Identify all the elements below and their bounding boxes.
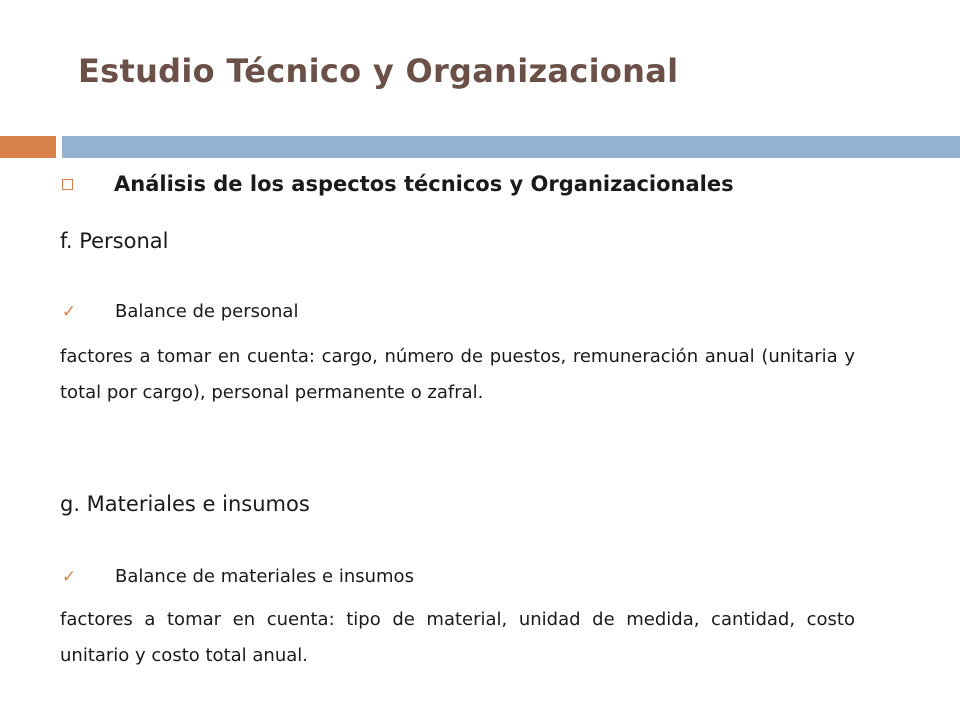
section-paragraph-materiales: factores a tomar en cuenta: tipo de material, unidad de medida, cantidad, costo unitario y costo total anual. bbox=[60, 609, 855, 666]
title-underline-bar bbox=[62, 136, 960, 158]
section-heading-personal: f. Personal bbox=[60, 229, 169, 253]
check-item-text: Balance de materiales e insumos bbox=[115, 566, 414, 587]
main-bullet-text: Análisis de los aspectos técnicos y Organizacionales bbox=[114, 172, 734, 196]
checkmark-icon: ✓ bbox=[61, 566, 77, 587]
check-item-personal bbox=[60, 301, 298, 322]
check-item-text: Balance de personal bbox=[115, 301, 299, 322]
checkmark-icon: ✓ bbox=[61, 301, 77, 322]
section-paragraph-personal: factores a tomar en cuenta: cargo, número de puestos, remuneración anual (unitaria y total por cargo), personal permanente o zafral. bbox=[60, 346, 855, 403]
title-underline-accent bbox=[0, 136, 56, 158]
slide-title: Estudio Técnico y Organizacional bbox=[78, 52, 679, 90]
main-bullet bbox=[60, 172, 734, 196]
square-bullet-icon bbox=[62, 179, 73, 190]
section-heading-materiales: g. Materiales e insumos bbox=[60, 492, 310, 516]
check-item-materiales bbox=[60, 566, 414, 587]
